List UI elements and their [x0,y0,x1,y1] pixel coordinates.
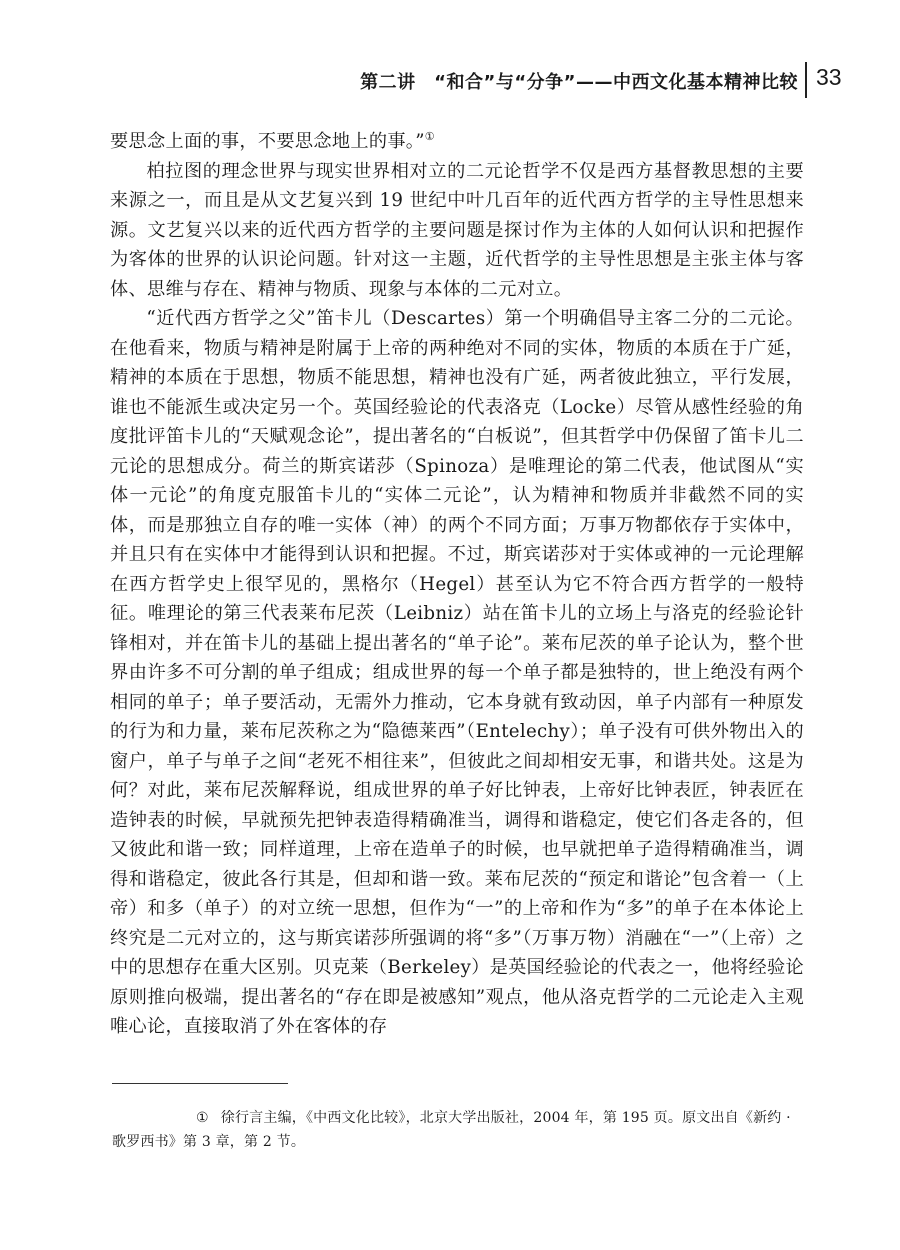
paragraph-1-text: 要思念上面的事，不要思念地上的事。” [110,131,425,152]
main-text [110,127,804,1042]
footnotes [112,1106,802,1154]
chapter-title: 第二讲 “和合”与“分争”——中西文化基本精神比较 [360,72,798,93]
paragraph-3: “近代西方哲学之父”笛卡儿（Descartes）第一个明确倡导主客二分的二元论。在他看来，物质与精神是附属于上帝的两种绝对不同的实体，物质的本质在于广延，精神的本质在于思想，物质不能思想，精神也没有广延，两者彼此独立，平行发展，谁也不能派生或决定另一个。英国经验论的代表洛克（Locke）尽管从感性经验的角度批评笛卡儿的“天赋观念论”，提出著名的“白板说”，但其哲学中仍保留了笛卡儿二元论的思想成分。荷兰的斯宾诺莎（Spinoza）是唯理论的第二代表，他试图从“实体一元论”的角度克服笛卡儿的“实体二元论”，认为精神和物质并非截然不同的实体，而是那独立自存的唯一实体（神）的两个不同方面；万事万物都依存于实体中，并且只有在实体中才能得到认识和把握。不过，斯宾诺莎对于实体或神的一元论理解在西方哲学史上很罕见的，黑格尔（Hegel）甚至认为它不符合西方哲学的一般特征。唯理论的第三代表莱布尼茨（Leibniz）站在笛卡儿的立场上与洛克的经验论针锋相对，并在笛卡儿的基础上提出著名的“单子论”。莱布尼茨的单子论认为，整个世界由许多不可分割的单子组成；组成世界的每一个单子都是独特的，世上绝没有两个相同的单子；单子要活动，无需外力推动，它本身就有致动因，单子内部有一种原发的行为和力量，莱布尼茨称之为“隐德莱西”（Entelechy）；单子没有可供外物出入的窗户，单子与单子之间“老死不相往来”，但彼此之间却相安无事，和谐共处。这是为何？对此，莱布尼茨解释说，组成世界的单子好比钟表，上帝好比钟表匠，钟表匠在造钟表的时候，早就预先把钟表造得精确准当，调得和谐稳定，使它们各走各的，但又彼此和谐一致；同样道理，上帝在造单子的时候，也早就把单子造得精确准当，调得和谐稳定，彼此各行其是，但却和谐一致。莱布尼茨的“预定和谐论”包含着一（上帝）和多（单子）的对立统一思想，但作为“一”的上帝和作为“多”的单子在本体论上终究是二元对立的，这与斯宾诺莎所强调的将“多”（万事万物）消融在“一”（上帝）之中的思想存在重大区别。贝克莱（Berkeley）是英国经验论的代表之一，他将经验论原则推向极端，提出著名的“存在即是被感知”观点，他从洛克哲学的二元论走入主观唯心论，直接取消了外在客体的存 [110,308,804,1037]
footnote-reference: ① [424,129,435,143]
paragraph-1 [110,127,804,157]
header-divider [805,62,807,98]
footnote-text: 徐行言主编，《中西文化比较》，北京大学出版社，2004 年，第 195 页。原文出自《新约 · 歌罗西书》第 3 章，第 2 节。 [112,1110,791,1150]
paragraph-2: 柏拉图的理念世界与现实世界相对立的二元论哲学不仅是西方基督教思想的主要来源之一，而且是从文艺复兴到 19 世纪中叶几百年的近代西方哲学的主导性思想来源。文艺复兴以来的近代西方哲学的主要问题是探讨作为主体的人如何认识和把握作为客体的世界的认识论问题。针对这一主题，近代哲学的主导性思想是主张主体与客体、思维与存在、精神与物质、现象与本体的二元对立。 [110,160,804,300]
footnote-divider [112,1083,288,1084]
page-number: 33 [816,64,842,90]
footnote-1 [112,1106,802,1154]
running-header [0,62,900,98]
footnote-number: ① [196,1110,209,1126]
